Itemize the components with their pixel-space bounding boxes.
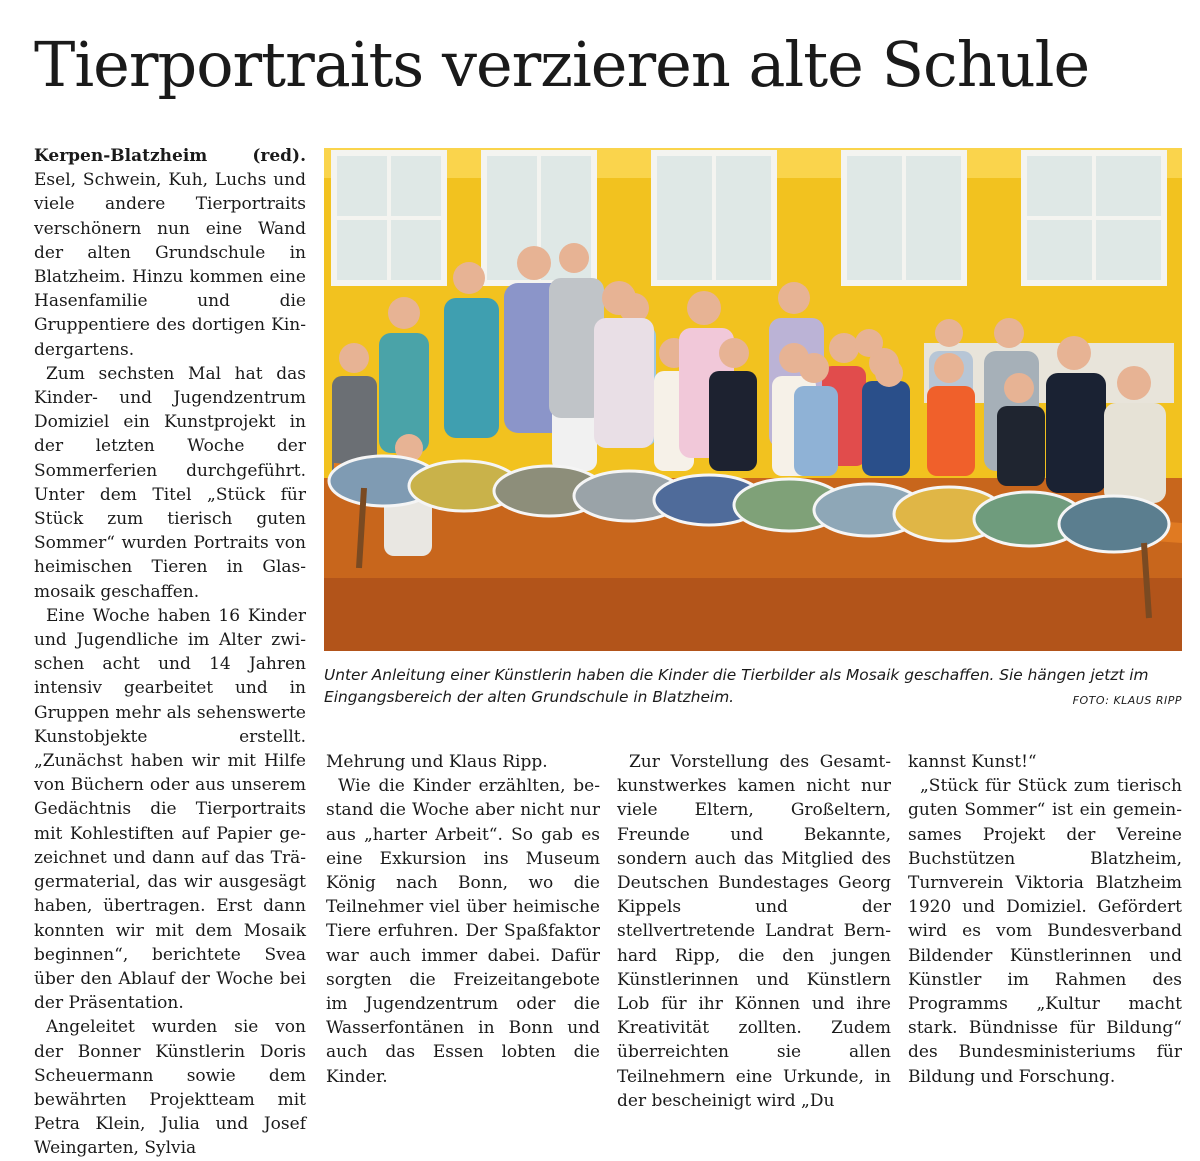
- article-paragraph: kannst Kunst!“: [908, 752, 1037, 772]
- article-column-2: [326, 750, 600, 1089]
- article-paragraph: Mehrung und Klaus Ripp.: [326, 752, 548, 772]
- article-column-3: [617, 750, 891, 1113]
- article-paragraph: Eine Woche haben 16 Kinder und Jugendliche im Alter zwischen acht und 14 Jahren intensiv gearbeitet und in Gruppen mehr als sehenswerte Kunstobjekte erstellt. „Zunächst haben wir mit Hilfe von Büchern oder aus unserem Gedächtnis die Tierportraits mit Kohlestiften auf Papier gezeichnet und dann auf das Trägermaterial, das wir ausgesägt haben, übertragen. Erst dann konnten wir mit dem Mosaik beginnen“, berichtete Svea über den Ablauf der Woche bei der Präsentation.: [34, 605, 306, 1014]
- headline: Tierportraits verzieren alte Schule: [34, 28, 1090, 101]
- article-column-4: [908, 750, 1182, 1089]
- group-photo-illustration: [324, 148, 1182, 651]
- article-photo: [324, 148, 1182, 651]
- lead-text: Esel, Schwein, Kuh, Luchs und viele andere Tierportraits verschönern nun eine Wand der alten Grundschule in Blatzheim. Hinzu kommen eine Hasenfamilie und die Gruppentiere des dortigen Kindergartens.: [34, 170, 306, 360]
- photo-caption: Unter Anleitung einer Künstlerin haben die Kinder die Tierbilder als Mosaik geschaffen. Sie hängen jetzt im Eingangsbereich der alten Grundschule in Blatzheim.: [324, 666, 1149, 706]
- dateline: Kerpen-Blatzheim (red).: [34, 146, 306, 166]
- lead-paragraph: [34, 144, 306, 362]
- article-column-1: [34, 144, 306, 1161]
- article-paragraph: Zur Vorstellung des Gesamtkunstwerkes kamen nicht nur viele Eltern, Großeltern, Freunde und Bekannte, sondern auch das Mitglied des Deutschen Bundestages Georg Kippels und der stellvertretende Landrat Bernhard Ripp, die den jungen Künstlerinnen und Künstlern Lob für ihr Können und ihre Kreativität zollten. Zudem überreichten sie allen Teilnehmern eine Urkunde, in der bescheinigt wird „Du: [617, 752, 891, 1111]
- article-paragraph: „Stück für Stück zum tierisch guten Sommer“ ist ein gemeinsames Projekt der Vereine Buchstützen Blatzheim, Turnverein Viktoria Blatzheim 1920 und Domiziel. Gefördert wird es vom Bundesverband Bildender Künstlerinnen und Künstler im Rahmen des Programms „Kultur macht stark. Bündnisse für Bildung“ des Bundesministeriums für Bildung und Forschung.: [908, 776, 1182, 1087]
- article-paragraph: Angeleitet wurden sie von der Bonner Künstlerin Doris Scheuermann sowie dem bewährten Projektteam mit Petra Klein, Julia und Josef Weingarten, Sylvia: [34, 1017, 306, 1159]
- article-paragraph: Zum sechsten Mal hat das Kinder- und Jugendzentrum Domiziel ein Kunstprojekt in der letzten Woche der Sommerferien durchgeführt. Unter dem Titel „Stück für Stück zum tierisch guten Sommer“ wurden Portraits von heimischen Tieren in Glasmosaik geschaffen.: [34, 363, 306, 602]
- photo-credit: FOTO: KLAUS RIPP: [1072, 694, 1182, 707]
- article-paragraph: Wie die Kinder erzählten, bestand die Woche aber nicht nur aus „harter Arbeit“. So gab es eine Exkursion ins Museum König nach Bonn, wo die Teilnehmer viel über heimische Tiere erfuhren. Der Spaßfaktor war auch immer dabei. Dafür sorgten die Freizeitangebote im Jugendzentrum oder die Wasserfontänen in Bonn und auch das Essen lobten die Kinder.: [326, 776, 600, 1087]
